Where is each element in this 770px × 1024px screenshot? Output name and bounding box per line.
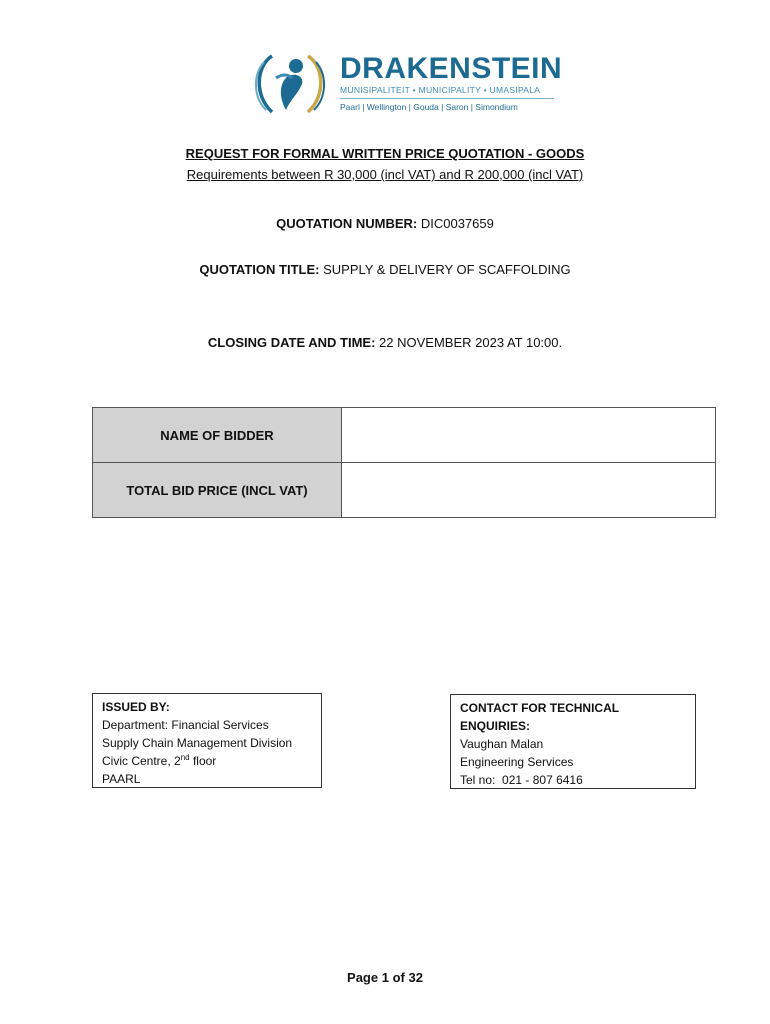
quotation-title-value: SUPPLY & DELIVERY OF SCAFFOLDING — [323, 262, 571, 277]
contact-phone — [460, 771, 686, 789]
technical-contact-box — [450, 694, 696, 789]
quotation-title — [0, 262, 770, 277]
name-of-bidder-label: NAME OF BIDDER — [93, 408, 342, 463]
issued-by-division: Supply Chain Management Division — [102, 736, 293, 750]
issued-by-box — [92, 693, 322, 788]
issued-by-location: Civic Centre, 2nd floor — [102, 753, 217, 768]
name-of-bidder-field[interactable] — [342, 408, 716, 463]
total-bid-price-field[interactable] — [342, 463, 716, 518]
quotation-number-label: QUOTATION NUMBER: — [276, 216, 418, 231]
closing-date — [0, 335, 770, 350]
total-bid-price-label: TOTAL BID PRICE (INCL VAT) — [93, 463, 342, 518]
quotation-number — [0, 216, 770, 231]
logo-towns: Paarl | Wellington | Gouda | Saron | Simondium — [340, 102, 518, 112]
logo-divider — [340, 98, 554, 99]
issued-by-department: Department: Financial Services — [102, 718, 269, 732]
contact-department: Engineering Services — [460, 755, 574, 769]
quotation-number-value: DIC0037659 — [420, 216, 494, 231]
contact-phone-label: Tel no: — [460, 773, 496, 787]
logo-name: DRAKENSTEIN — [340, 52, 563, 85]
logo-subtitle: MUNISIPALITEIT • MUNICIPALITY • UMASIPALA — [340, 85, 541, 95]
contact-title: CONTACT FOR TECHNICAL ENQUIRIES: — [460, 701, 619, 733]
closing-date-label: CLOSING DATE AND TIME: — [207, 335, 376, 350]
bidder-table — [92, 407, 716, 518]
requirements-line: Requirements between R 30,000 (incl VAT) and R 200,000 (incl VAT) — [186, 167, 584, 182]
issued-by-title: ISSUED BY: — [102, 700, 170, 714]
drakenstein-emblem-icon — [250, 48, 330, 118]
contact-name: Vaughan Malan — [460, 737, 544, 751]
issued-by-city: PAARL — [102, 772, 141, 786]
quotation-title-label: QUOTATION TITLE: — [199, 262, 320, 277]
closing-date-value: 22 NOVEMBER 2023 AT 10:00. — [379, 335, 563, 350]
document-title: REQUEST FOR FORMAL WRITTEN PRICE QUOTATION - GOODS — [185, 146, 585, 161]
page-number: Page 1 of 32 — [347, 970, 423, 985]
drakenstein-logo — [250, 48, 563, 118]
table-row — [93, 463, 716, 518]
table-row — [93, 408, 716, 463]
contact-phone-value: 021 - 807 6416 — [502, 773, 583, 787]
